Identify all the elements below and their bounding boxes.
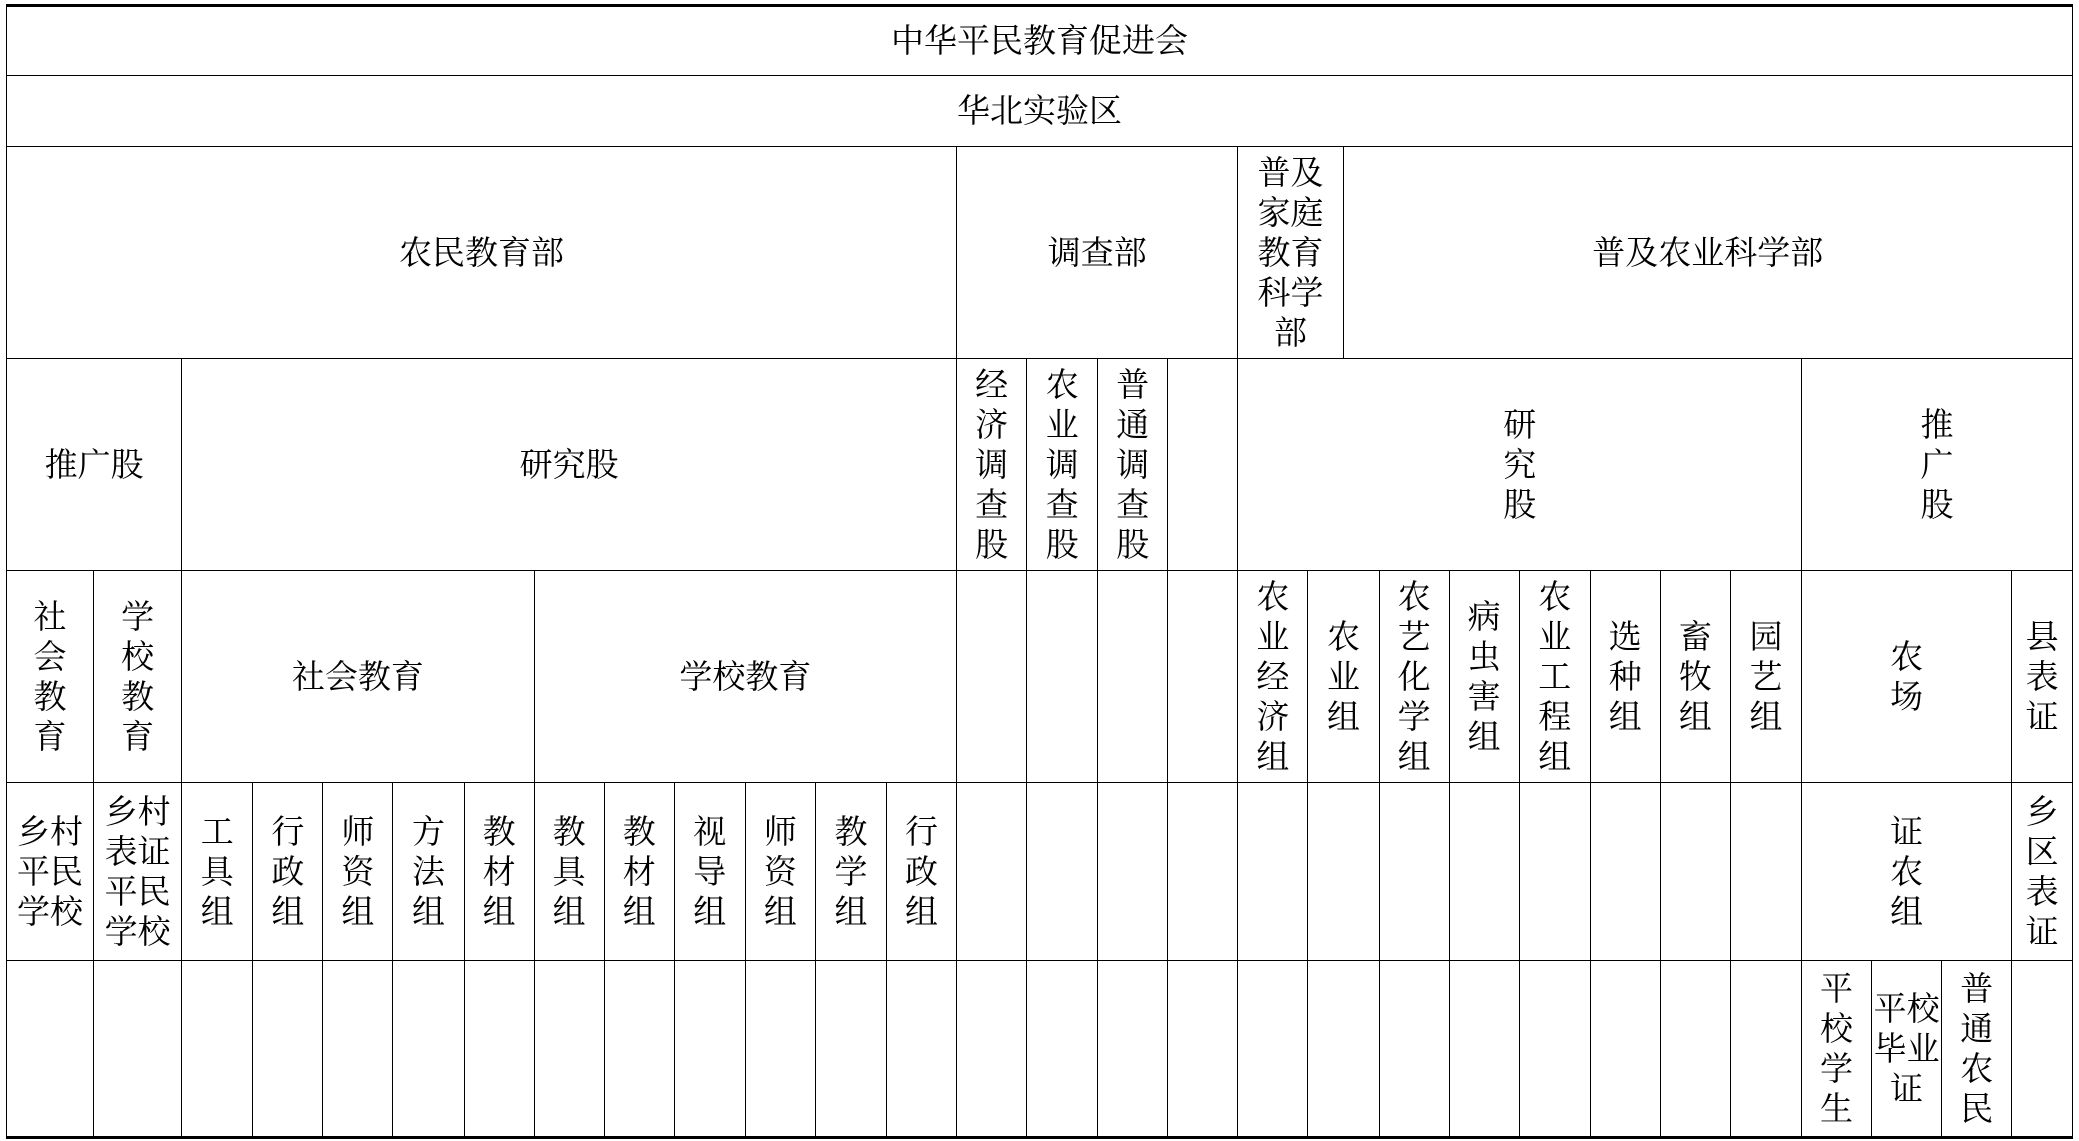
empty-cell: [1098, 783, 1168, 961]
empty-cell: [182, 961, 253, 1138]
dept-farmer-education: 农民教育部: [7, 147, 957, 359]
empty-cell: [2012, 961, 2073, 1138]
empty-cell: [1660, 783, 1730, 961]
dept-agri-science: 普及农业科学部: [1343, 147, 2073, 359]
school-sub-group: 师资组: [745, 783, 815, 961]
agri-group: 农业组: [1308, 571, 1379, 783]
empty-cell: [534, 961, 604, 1138]
farm-group-cell: 证农组: [1802, 783, 2012, 961]
social-sub-group: 师资组: [323, 783, 393, 961]
social-sub-group: 工具组: [182, 783, 253, 961]
empty-cell: [957, 961, 1027, 1138]
empty-cell: [1449, 961, 1519, 1138]
empty-cell: [253, 961, 323, 1138]
agri-group: 农业工程组: [1519, 571, 1590, 783]
empty-cell: [815, 961, 886, 1138]
section-promotion: 推广股: [7, 359, 182, 571]
empty-cell: [957, 783, 1027, 961]
agri-group: 选种组: [1590, 571, 1660, 783]
empty-cell: [1449, 783, 1519, 961]
agri-group: 畜牧组: [1660, 571, 1730, 783]
school-sub-group: 视导组: [674, 783, 745, 961]
empty-cell: [1730, 961, 1801, 1138]
empty-cell: [1730, 783, 1801, 961]
agri-group: 农业经济组: [1238, 571, 1308, 783]
empty-cell: [1590, 961, 1660, 1138]
empty-cell: [674, 961, 745, 1138]
section-agri-promotion: 推广股: [1802, 359, 2073, 571]
county-rep-cell: 县表证: [2012, 571, 2073, 783]
farm-cell: 农场: [1802, 571, 2012, 783]
empty-cell: [604, 961, 674, 1138]
empty-cell: [1519, 961, 1590, 1138]
empty-cell: [1238, 961, 1308, 1138]
agri-group: 病虫害组: [1449, 571, 1519, 783]
empty-cell: [1168, 359, 1238, 571]
empty-cell: [887, 961, 957, 1138]
farm-member-cell: 平校学生: [1802, 961, 1872, 1138]
empty-cell: [7, 961, 94, 1138]
empty-cell: [1590, 783, 1660, 961]
school-sub-group: 教学组: [815, 783, 886, 961]
empty-cell: [1098, 961, 1168, 1138]
empty-cell: [1027, 783, 1098, 961]
social-sub-group: 方法组: [393, 783, 464, 961]
dept-survey: 调查部: [957, 147, 1238, 359]
school-education-col: 学校教育: [94, 571, 182, 783]
empty-cell: [1168, 961, 1238, 1138]
school-sub-group: 行政组: [887, 783, 957, 961]
social-education-group: 社会教育: [182, 571, 534, 783]
school-sub-group: 教具组: [534, 783, 604, 961]
empty-cell: [957, 571, 1027, 783]
dept-family-education: 普及家庭教育科学部: [1238, 147, 1343, 359]
empty-cell: [745, 961, 815, 1138]
empty-cell: [1168, 571, 1238, 783]
section-agri-survey: 农业调查股: [1027, 359, 1098, 571]
empty-cell: [1238, 783, 1308, 961]
empty-cell: [1027, 961, 1098, 1138]
school-sub-group: 教材组: [604, 783, 674, 961]
farm-member-cell: 普通农民: [1942, 961, 2012, 1138]
empty-cell: [464, 961, 534, 1138]
empty-cell: [393, 961, 464, 1138]
section-research: 研究股: [182, 359, 957, 571]
agri-group: 农艺化学组: [1379, 571, 1449, 783]
rep-school-cell: 乡村表证平民学校: [94, 783, 182, 961]
social-sub-group: 行政组: [253, 783, 323, 961]
empty-cell: [1379, 783, 1449, 961]
empty-cell: [1308, 961, 1379, 1138]
empty-cell: [1098, 571, 1168, 783]
section-general-survey: 普通调查股: [1098, 359, 1168, 571]
empty-cell: [1519, 783, 1590, 961]
section-agri-research: 研究股: [1238, 359, 1802, 571]
section-economic-survey: 经济调查股: [957, 359, 1027, 571]
empty-cell: [1660, 961, 1730, 1138]
empty-cell: [1379, 961, 1449, 1138]
org-title: 中华平民教育促进会: [7, 6, 2073, 76]
empty-cell: [94, 961, 182, 1138]
school-education-group: 学校教育: [534, 571, 956, 783]
region-title: 华北实验区: [7, 76, 2073, 147]
farm-member-cell: 平校毕业证: [1872, 961, 1942, 1138]
org-chart-table: [6, 4, 2073, 1139]
rural-school-cell: 乡村平民学校: [7, 783, 94, 961]
empty-cell: [1168, 783, 1238, 961]
empty-cell: [323, 961, 393, 1138]
social-education-col: 社会教育: [7, 571, 94, 783]
township-rep-cell: 乡区表证: [2012, 783, 2073, 961]
empty-cell: [1027, 571, 1098, 783]
empty-cell: [1308, 783, 1379, 961]
social-sub-group: 教材组: [464, 783, 534, 961]
agri-group: 园艺组: [1730, 571, 1801, 783]
